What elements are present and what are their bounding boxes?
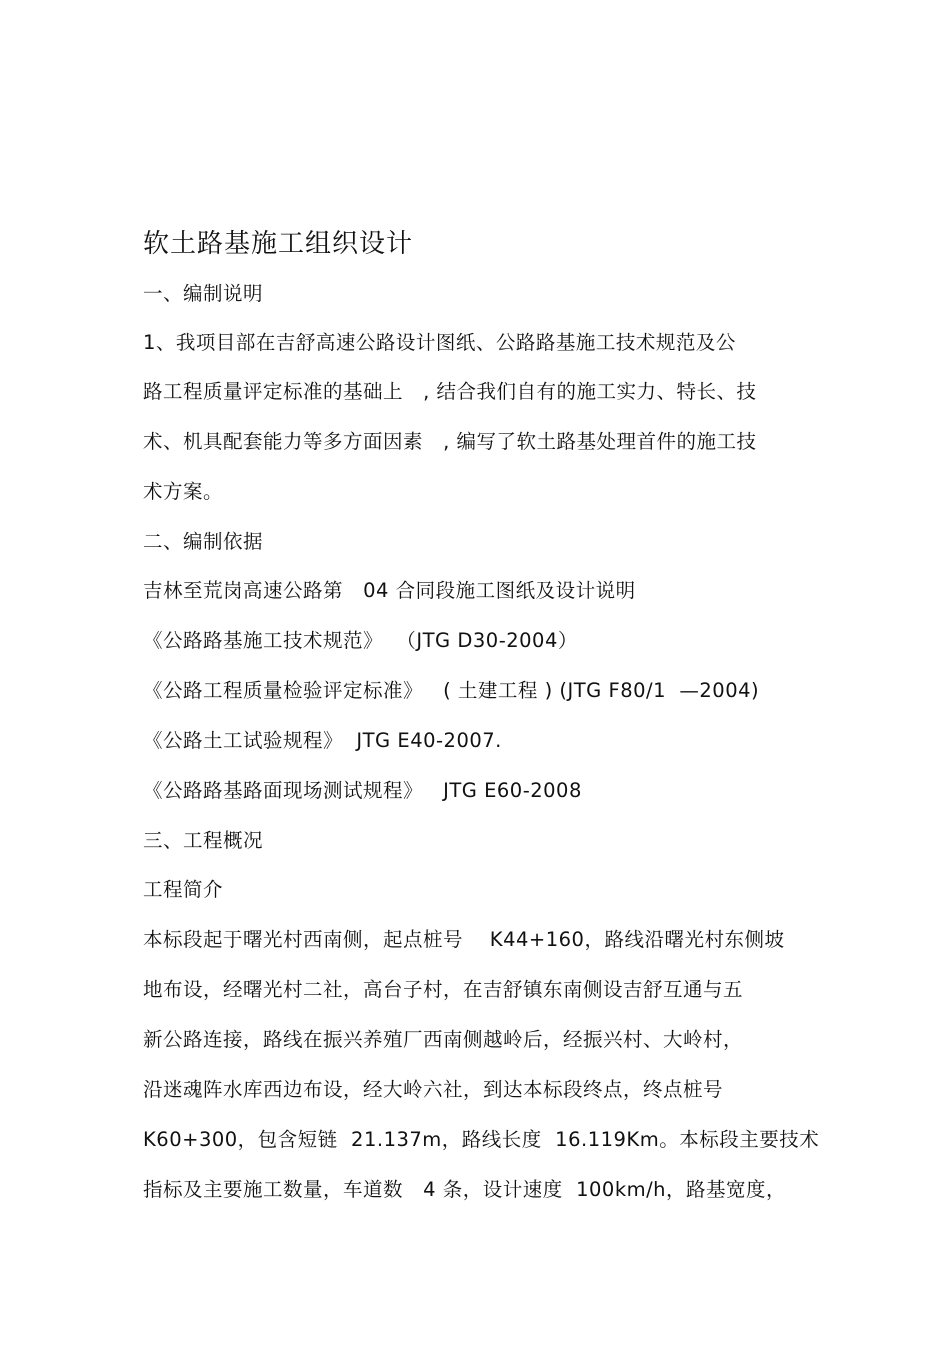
paragraph-line: 新公路连接，路线在振兴养殖厂西南侧越岭后，经振兴村、大岭村， [143,1028,744,1051]
document-title: 软土路基施工组织设计 [143,229,414,259]
paragraph-line: 吉林至荒岗高速公路第 04 合同段施工图纸及设计说明 [143,579,636,602]
section-heading: 三、工程概况 [143,829,264,852]
paragraph-line: 指标及主要施工数量，车道数 4 条，设计速度 100km/h，路基宽度， [143,1178,787,1201]
section-heading: 二、编制依据 [143,530,264,553]
reference-line: 《公路工程质量检验评定标准》 ( 土建工程 ) (JTG F80/1 —2004) [143,679,760,702]
paragraph-line: 术、机具配套能力等多方面因素 , 编写了软土路基处理首件的施工技 [143,430,757,453]
paragraph-line: 路工程质量评定标准的基础上 , 结合我们自有的施工实力、特长、技 [143,380,757,403]
paragraph-line: 1、我项目部在吉舒高速公路设计图纸、公路路基施工技术规范及公 [143,331,736,354]
reference-line: 《公路路基施工技术规范》 （JTG D30-2004） [143,629,578,652]
paragraph-line: 术方案。 [143,480,224,503]
reference-line: 《公路土工试验规程》 JTG E40-2007. [143,729,502,752]
paragraph-line: 沿迷魂阵水库西边布设，经大岭六社，到达本标段终点，终点桩号 [143,1078,724,1101]
paragraph-line: K60+300，包含短链 21.137m，路线长度 16.119Km。本标段主要技术 [143,1128,820,1151]
reference-line: 《公路路基路面现场测试规程》 JTG E60-2008 [143,779,582,802]
section-heading: 一、编制说明 [143,282,264,305]
paragraph-line: 地布设，经曙光村二社，高台子村，在吉舒镇东南侧设吉舒互通与五 [143,978,744,1001]
subsection-heading: 工程简介 [143,878,224,901]
paragraph-line: 本标段起于曙光村西南侧，起点桩号 K44+160，路线沿曙光村东侧坡 [143,928,785,951]
